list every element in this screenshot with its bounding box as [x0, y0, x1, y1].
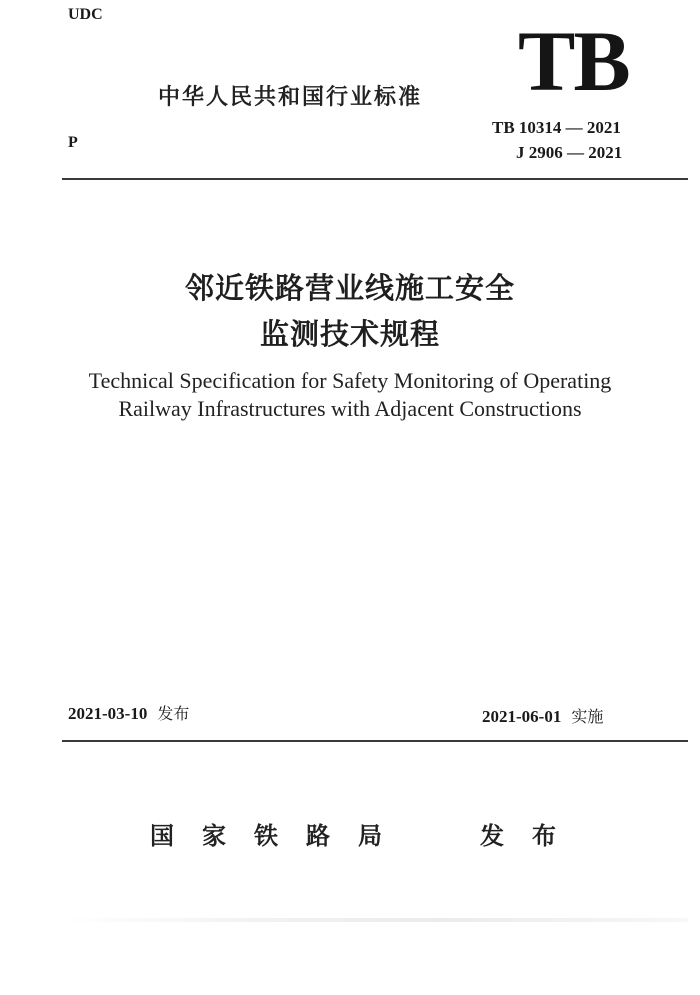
- top-divider: [62, 178, 688, 180]
- implementation-date: 2021-06-01: [482, 707, 562, 726]
- issue-date-block: [68, 701, 189, 724]
- category-code: P: [68, 134, 78, 151]
- title-en-line-2: Railway Infrastructures with Adjacent Constructions: [118, 396, 582, 421]
- implementation-word: 实施: [571, 707, 604, 726]
- issue-date: 2021-03-10: [68, 704, 148, 723]
- middle-divider: [62, 740, 688, 742]
- title-en-line-1: Technical Specification for Safety Monitoring of Operating: [88, 368, 612, 393]
- issue-word: 发布: [157, 704, 190, 723]
- implementation-date-block: [482, 704, 603, 727]
- issuer-name: 国家铁路局: [150, 822, 410, 850]
- industry-standard-title: 中华人民共和国行业标准: [158, 85, 423, 110]
- standard-number-tb: TB 10314 — 2021: [492, 118, 621, 137]
- title-cn-line-2: 监测技术规程: [259, 317, 440, 351]
- title-cn-line-1: 邻近铁路营业线施工安全: [184, 271, 515, 305]
- tb-logo: TB: [518, 13, 629, 109]
- issuer-action: 发布: [480, 822, 584, 850]
- scan-smudge: [62, 918, 688, 922]
- standard-number-j: J 2906 — 2021: [516, 143, 623, 162]
- udc-label: UDC: [68, 6, 103, 23]
